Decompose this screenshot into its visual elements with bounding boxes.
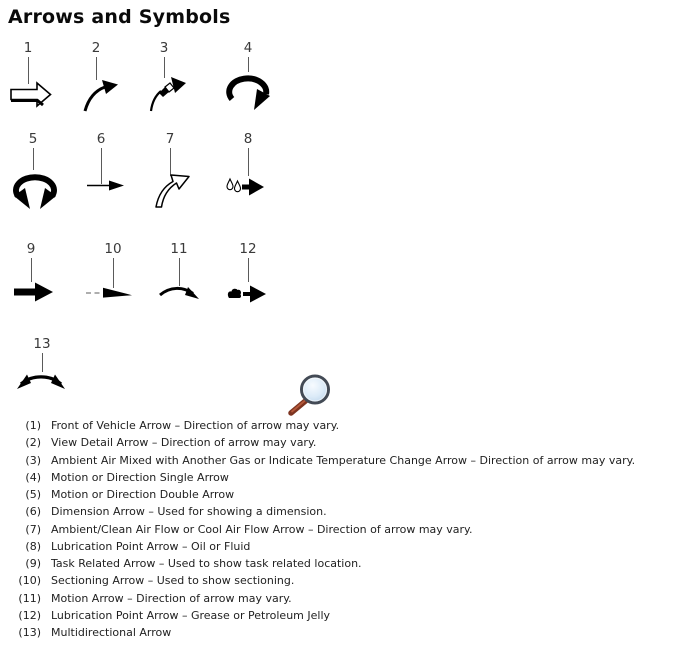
- leader-line-12: [248, 258, 249, 282]
- legend-item-4: [14, 469, 682, 486]
- symbol-number-9: 9: [26, 241, 36, 257]
- legend-item-9: [14, 555, 682, 572]
- ambient-clean-air-flow-arrow-glyph: [152, 170, 192, 208]
- leader-line-9: [31, 258, 32, 282]
- legend-item-8: [14, 538, 682, 555]
- leader-line-11: [179, 258, 180, 286]
- legend-item-13: [14, 624, 682, 641]
- legend-item-text: Lubrication Point Arrow – Grease or Petroleum Jelly: [51, 608, 331, 622]
- symbol-number-12: 12: [239, 241, 257, 257]
- symbol-number-10: 10: [104, 241, 122, 257]
- motion-arrow-glyph: [158, 284, 200, 302]
- magnifier-icon: [283, 372, 335, 418]
- symbol-number-5: 5: [28, 131, 38, 147]
- legend-list: [14, 417, 682, 641]
- legend-item-number: (10): [18, 574, 41, 588]
- legend-item-text: Task Related Arrow – Used to show task related location.: [51, 557, 362, 570]
- legend-item-number: (5): [25, 488, 41, 501]
- symbol-number-4: 4: [243, 40, 253, 56]
- legend-item-number: (9): [25, 557, 41, 570]
- legend-item-2: [14, 434, 682, 451]
- legend-item-text: Ambient Air Mixed with Another Gas or Indicate Temperature Change Arrow – Direction of arrow may vary.: [51, 453, 636, 467]
- legend-item-number: (12): [18, 608, 41, 622]
- legend-item-text: Lubrication Point Arrow – Oil or Fluid: [51, 539, 251, 553]
- symbol-number-7: 7: [165, 131, 175, 147]
- legend-item-number: (13): [18, 626, 41, 639]
- legend-item-number: (1): [25, 419, 41, 432]
- leader-line-10: [113, 258, 114, 288]
- legend-item-text: Motion or Direction Single Arrow: [51, 470, 229, 484]
- legend-item-number: (4): [25, 470, 41, 484]
- leader-line-3: [164, 57, 165, 78]
- symbol-number-6: 6: [96, 131, 106, 147]
- symbol-number-3: 3: [159, 40, 169, 56]
- legend-item-text: Ambient/Clean Air Flow or Cool Air Flow Arrow – Direction of arrow may vary.: [51, 522, 473, 536]
- leader-line-13: [42, 353, 43, 372]
- leader-line-8: [248, 148, 249, 176]
- symbol-number-11: 11: [170, 241, 188, 257]
- legend-item-1: [14, 417, 682, 434]
- legend-item-number: (2): [25, 436, 41, 450]
- legend-item-number: (6): [25, 505, 41, 519]
- legend-item-5: [14, 486, 682, 503]
- page-title: Arrows and Symbols: [8, 6, 231, 28]
- motion-direction-single-arrow-glyph: [224, 68, 272, 112]
- legend-item-3: [14, 452, 682, 469]
- legend-item-10: [14, 572, 682, 589]
- view-detail-arrow-glyph: [82, 78, 120, 112]
- legend-item-text: View Detail Arrow – Direction of arrow may vary.: [51, 436, 317, 450]
- legend-item-11: [14, 590, 682, 607]
- dimension-arrow-glyph: [86, 178, 126, 192]
- legend-item-number: (7): [25, 522, 41, 536]
- legend-item-number: (8): [25, 539, 41, 553]
- legend-item-text: Dimension Arrow – Used for showing a dimension.: [51, 505, 327, 519]
- ambient-air-mixed-arrow-glyph: [148, 76, 188, 112]
- symbol-number-2: 2: [91, 40, 101, 56]
- legend-item-6: [14, 503, 682, 520]
- legend-item-text: Sectioning Arrow – Used to show sectioning.: [51, 574, 295, 588]
- leader-line-2: [96, 57, 97, 80]
- legend-item-7: [14, 521, 682, 538]
- motion-direction-double-arrow-glyph: [9, 166, 61, 210]
- symbol-number-8: 8: [243, 131, 253, 147]
- legend-item-text: Front of Vehicle Arrow – Direction of arrow may vary.: [51, 419, 340, 432]
- lubrication-oil-arrow-glyph: [226, 174, 266, 200]
- legend-item-text: Multidirectional Arrow: [51, 626, 172, 639]
- lubrication-grease-arrow-glyph: [226, 281, 268, 303]
- symbol-number-13: 13: [33, 336, 51, 352]
- legend-item-text: Motion or Direction Double Arrow: [51, 488, 235, 501]
- legend-item-number: (3): [25, 453, 41, 467]
- legend-item-12: [14, 607, 682, 624]
- sectioning-arrow-glyph: [86, 287, 134, 299]
- symbol-number-1: 1: [23, 40, 33, 56]
- legend-item-text: Motion Arrow – Direction of arrow may vary.: [51, 591, 292, 605]
- task-related-arrow-glyph: [13, 281, 55, 303]
- front-of-vehicle-arrow-glyph: [9, 80, 53, 108]
- multidirectional-arrow-glyph: [15, 371, 67, 393]
- legend-item-number: (11): [18, 591, 41, 605]
